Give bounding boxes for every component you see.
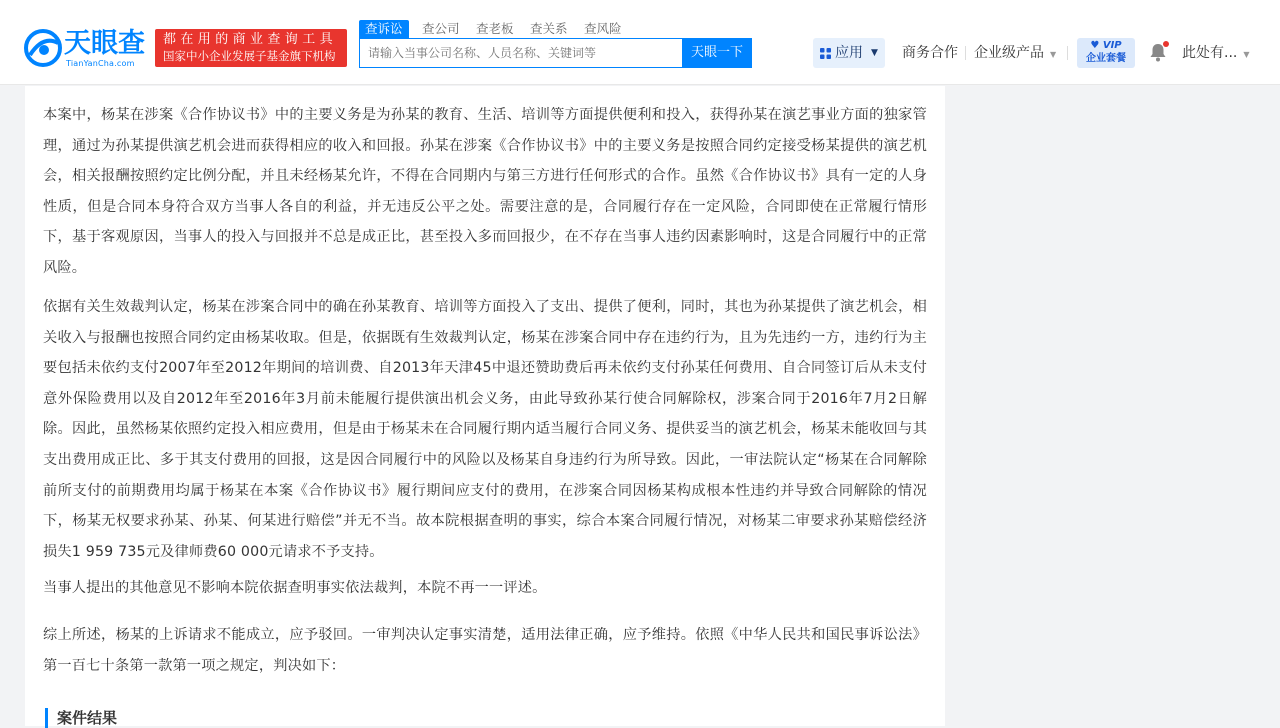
tab-company[interactable]: 查公司: [422, 21, 460, 36]
nav-business[interactable]: 商务合作: [902, 45, 958, 61]
search-box: [359, 38, 682, 68]
paragraph: 综上所述，杨某的上诉请求不能成立，应予驳回。一审判决认定事实清楚，适用法律正确，应予维持。依照《中华人民共和国民事诉讼法》第一百七十条第一款第一项之规定，判决如下：: [43, 627, 927, 674]
search-button[interactable]: 天眼一下: [682, 38, 752, 68]
apps-label: 应用: [835, 45, 863, 61]
tab-relation[interactable]: 查关系: [530, 21, 568, 36]
paragraph: 本案中，杨某在涉案《合作协议书》中的主要义务是为孙某的教育、生活、培训等方面提供便利和投入，获得孙某在演艺事业方面的独家管理，通过为孙某提供演艺机会进而获得相应的收入和回报。孙某在涉案《合作协议书》中的主要义务是按照合同约定接受杨某提供的演艺机会，相关报酬按照约定比例分配，并且未经杨某允许，不得在合同期内与第三方进行任何形式的合作。虽然《合作协议书》具有一定的人身性质，但是合同本身符合双方当事人各自的利益，并无违反公平之处。需要注意的是，合同履行存在一定风险，合同即使在正常履行情形下，基于客观原因，当事人的投入与回报并不总是成正比，甚至投入多而回报少，在不存在当事人违约因素影响时，这是合同履行中的正常风险。: [43, 107, 927, 276]
tab-risk[interactable]: 查风险: [584, 21, 622, 36]
slogan-line2: 国家中小企业发展子基金旗下机构: [163, 49, 336, 63]
section-title-case-result: 案件结果: [45, 708, 117, 728]
grid-icon: [820, 48, 831, 59]
vip-package-label: 企业套餐: [1086, 53, 1126, 64]
chevron-down-icon: ▼: [871, 48, 878, 58]
eye-logo-icon: [24, 29, 62, 67]
logo-text: 天眼查: [64, 28, 145, 59]
site-logo[interactable]: [24, 29, 148, 69]
paragraph: 依据有关生效裁判认定，杨某在涉案合同中的确在孙某教育、培训等方面投入了支出、提供了便利，同时，其也为孙某提供了演艺机会，相关收入与报酬也按照合同约定由杨某收取。但是，依据既有生效裁判认定，杨某在涉案合同中存在违约行为，且为先违约一方，违约行为主要包括未依约支付2007年至2012年期间的培训费、自2013年天津45中退还赞助费后再未依约支付孙某任何费用、自合同签订后从未支付意外保险费用以及自2012年至2016年3月前未能履行提供演出机会义务，由此导致孙某行使合同解除权，涉案合同于2016年7月2日解除。因此，虽然杨某依照约定投入相应费用，但是由于杨某未在合同履行期内适当履行合同义务、提供妥当的演艺机会，杨某未能收回与其支出费用成正比、多于其支付费用的回报，这是因合同履行中的风险以及杨某自身违约行为所导致。因此，一审法院认定“杨某在合同解除前所支付的前期费用均属于杨某在本案《合作协议书》履行期间应支付的费用，在涉案合同因杨某构成根本性违约并导致合同解除的情况下，杨某无权要求孙某、孙某、何某进行赔偿”并无不当。故本院根据查明的事实，综合本案合同履行情况，对杨某二审要求孙某赔偿经济损失1 959 735元及律师费60 000元请求不予支持。: [43, 299, 927, 560]
tab-boss[interactable]: 查老板: [476, 21, 514, 36]
slogan-badge: [155, 29, 347, 67]
vip-text: VIP: [1102, 40, 1122, 51]
divider: [1067, 46, 1068, 60]
logo-domain: TianYanCha.com: [66, 59, 135, 68]
chevron-down-icon: ▼: [1050, 50, 1057, 59]
divider: [965, 46, 966, 60]
tab-lawsuit[interactable]: 查诉讼: [359, 20, 409, 38]
judgment-content-card: [25, 86, 945, 726]
apps-menu-button[interactable]: [813, 38, 885, 68]
top-header: [0, 0, 1280, 85]
nav-enterprise[interactable]: [974, 38, 1056, 68]
slogan-line1: 都在用的商业查询工具: [163, 32, 338, 47]
paragraph: 当事人提出的其他意见不影响本院依据查明事实依法裁判，本院不再一一评述。: [43, 580, 547, 596]
user-name: 此处有...: [1182, 45, 1238, 61]
vip-package-button[interactable]: [1077, 38, 1135, 68]
chevron-down-icon: ▼: [1243, 50, 1250, 59]
user-menu[interactable]: [1182, 38, 1250, 68]
search-input[interactable]: [368, 39, 678, 67]
nav-enterprise-label: 企业级产品: [974, 45, 1044, 61]
vip-label: ♥ VIP: [1090, 40, 1122, 51]
notification-dot: [1163, 41, 1169, 47]
